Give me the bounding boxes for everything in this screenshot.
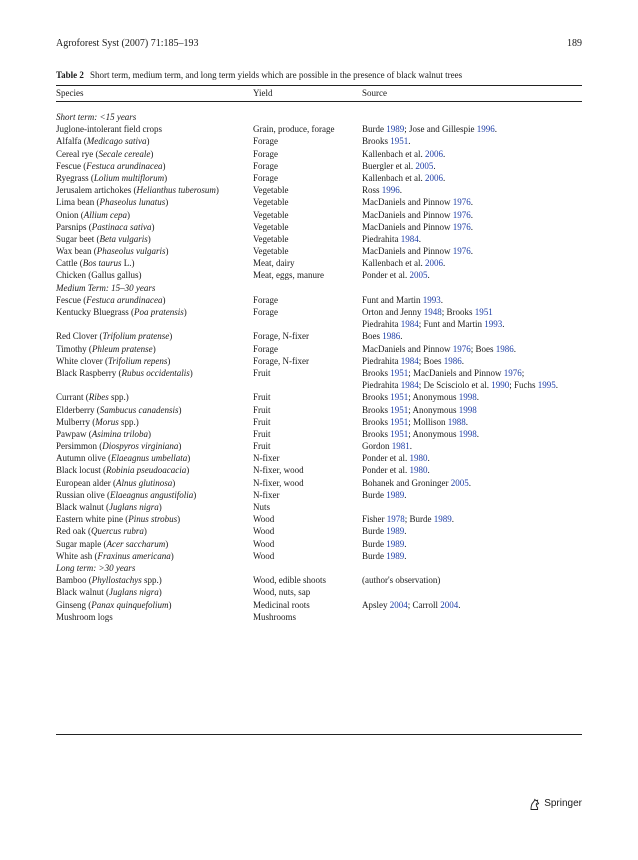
table-row — [56, 513, 582, 525]
source-cell: Bohanek and Groninger 2005. — [362, 477, 471, 488]
column-header-yield: Yield — [253, 88, 273, 98]
yield-cell: N-fixer — [253, 489, 280, 500]
source-cell: Funt and Martin 1993. — [362, 294, 443, 305]
source-cell: MacDaniels and Pinnow 1976. — [362, 209, 473, 220]
table-section-heading — [56, 282, 582, 294]
source-cell: Brooks 1951; Anonymous 1998 — [362, 404, 477, 415]
source-cell: Burde 1989. — [362, 538, 407, 549]
species-cell: Wax bean (Phaseolus vulgaris) — [56, 246, 169, 257]
journal-citation: Agroforest Syst (2007) 71:185–193 — [56, 38, 199, 49]
yield-cell: Fruit — [253, 441, 271, 452]
species-cell: Currant (Ribes spp.) — [56, 392, 129, 403]
species-cell: Parsnips (Pastinaca sativa) — [56, 221, 155, 232]
section-label: Short term: <15 years — [56, 112, 137, 122]
source-cell: Brooks 1951; Mollison 1988. — [362, 416, 469, 427]
species-cell: Mulberry (Morus spp.) — [56, 416, 139, 427]
yield-cell: N-fixer — [253, 453, 280, 464]
publisher-footer — [528, 796, 582, 812]
species-cell: Pawpaw (Asimina triloba) — [56, 428, 152, 439]
table-header-rule — [56, 101, 582, 102]
species-cell: Alfalfa (Medicago sativa) — [56, 136, 150, 147]
species-cell: Fescue (Festuca arundinacea) — [56, 294, 166, 305]
table-row — [56, 257, 582, 269]
yield-cell: Wood, nuts, sap — [253, 587, 311, 598]
species-cell: Mushroom logs — [56, 611, 113, 622]
yield-cell: Wood — [253, 526, 275, 537]
table-row — [56, 599, 582, 611]
table-row — [56, 464, 582, 476]
species-cell: Eastern white pine (Pinus strobus) — [56, 514, 181, 525]
yield-cell: Forage — [253, 148, 278, 159]
table-row — [56, 269, 582, 281]
yield-cell: Meat, eggs, manure — [253, 270, 324, 281]
table-row — [56, 221, 582, 233]
running-head — [56, 37, 582, 51]
table-body — [56, 111, 582, 623]
yield-cell: Forage — [253, 160, 278, 171]
table-row — [56, 379, 582, 391]
species-cell: Russian olive (Elaeagnus angustifolia) — [56, 489, 197, 500]
yield-cell: Forage — [253, 294, 278, 305]
springer-horse-icon — [528, 798, 541, 811]
species-cell: Cattle (Bos taurus L.) — [56, 258, 135, 269]
table-row — [56, 538, 582, 550]
yield-cell: Nuts — [253, 502, 271, 512]
table-label: Table 2 — [56, 70, 84, 80]
table-row — [56, 209, 582, 221]
source-cell: Kallenbach et al. 2006. — [362, 258, 446, 269]
yield-cell: Vegetable — [253, 185, 289, 196]
table-caption — [56, 69, 582, 81]
table-row — [56, 489, 582, 501]
table-bottom-rule — [56, 734, 582, 735]
table-caption-text: Short term, medium term, and long term yields which are possible in the presence of black walnut trees — [89, 70, 463, 80]
species-cell: European alder (Alnus glutinosa) — [56, 477, 176, 488]
table-row — [56, 416, 582, 428]
species-cell: Jerusalem artichokes (Helianthus tuberosum) — [56, 185, 219, 196]
species-cell: Cereal rye (Secale cereale) — [56, 148, 154, 159]
yield-cell: N-fixer, wood — [253, 477, 304, 488]
table-row — [56, 330, 582, 342]
table-row — [56, 123, 582, 135]
source-cell: Burde 1989. — [362, 526, 407, 537]
source-cell: Brooks 1951. — [362, 136, 411, 147]
source-cell: Fisher 1978; Burde 1989. — [362, 514, 454, 525]
species-cell: Bamboo (Phyllostachys spp.) — [56, 575, 162, 586]
yield-cell: Forage, N-fixer — [253, 355, 309, 366]
source-cell: Burde 1989; Jose and Gillespie 1996. — [362, 124, 497, 135]
species-cell: Elderberry (Sambucus canadensis) — [56, 404, 182, 415]
species-cell: Ryegrass (Lolium multiflorum) — [56, 172, 168, 183]
yield-cell: Vegetable — [253, 246, 289, 257]
species-cell: Onion (Allium cepa) — [56, 209, 130, 220]
source-cell: MacDaniels and Pinnow 1976; Boes 1986. — [362, 343, 516, 354]
species-cell: Black locust (Robinia pseudoacacia) — [56, 465, 190, 476]
species-cell: Black walnut (Juglans nigra) — [56, 502, 162, 512]
springer-brand: Springer — [544, 798, 582, 809]
species-cell: White ash (Fraxinus americana) — [56, 550, 174, 561]
table-row — [56, 367, 582, 379]
source-cell: Burde 1989. — [362, 550, 407, 561]
table-row — [56, 184, 582, 196]
yield-cell: Wood — [253, 514, 275, 525]
species-cell: Juglone-intolerant field crops — [56, 124, 162, 135]
column-header-species: Species — [56, 88, 84, 98]
yield-cell: Forage — [253, 343, 278, 354]
yield-cell: Grain, produce, forage — [253, 124, 335, 135]
table-row — [56, 428, 582, 440]
table-row — [56, 574, 582, 586]
species-cell: Black Raspberry (Rubus occidentalis) — [56, 367, 193, 378]
source-cell: Ponder et al. 1980. — [362, 465, 430, 476]
table-row — [56, 550, 582, 562]
table-row — [56, 440, 582, 452]
section-label: Medium Term: 15–30 years — [56, 282, 156, 293]
source-cell: Brooks 1951; Anonymous 1998. — [362, 392, 480, 403]
table-row — [56, 452, 582, 464]
source-cell: Piedrahita 1984; Boes 1986. — [362, 355, 465, 366]
table-row — [56, 233, 582, 245]
yield-cell: Fruit — [253, 367, 271, 378]
table-row — [56, 391, 582, 403]
source-cell: Apsley 2004; Carroll 2004. — [362, 599, 461, 610]
yield-cell: Forage — [253, 172, 278, 183]
yield-cell: Wood — [253, 550, 275, 561]
table-row — [56, 525, 582, 537]
source-cell: Kallenbach et al. 2006. — [362, 148, 446, 159]
yield-cell: Fruit — [253, 416, 271, 427]
yield-cell: Forage — [253, 136, 278, 147]
yield-cell: Wood, edible shoots — [253, 575, 327, 586]
species-cell: Red oak (Quercus rubra) — [56, 526, 147, 537]
yield-cell: N-fixer, wood — [253, 465, 304, 476]
source-cell: Ponder et al. 1980. — [362, 453, 430, 464]
source-cell: Piedrahita 1984; Funt and Martin 1993. — [362, 319, 505, 330]
table-row — [56, 501, 582, 513]
table-row — [56, 611, 582, 623]
yield-cell: Forage — [253, 307, 278, 317]
species-cell: Persimmon (Diospyros virginiana) — [56, 441, 182, 452]
table-header-row — [56, 87, 582, 100]
source-cell: Brooks 1951; MacDaniels and Pinnow 1976; — [362, 367, 525, 378]
source-cell: Burde 1989. — [362, 489, 407, 500]
yield-cell: Vegetable — [253, 197, 289, 208]
source-cell: Kallenbach et al. 2006. — [362, 172, 446, 183]
species-cell: Sugar maple (Acer saccharum) — [56, 538, 169, 549]
species-cell: Red Clover (Trifolium pratense) — [56, 331, 173, 342]
table-row — [56, 172, 582, 184]
table-row — [56, 294, 582, 306]
table-row — [56, 343, 582, 355]
source-cell: Brooks 1951; Anonymous 1998. — [362, 428, 480, 439]
yield-cell: Fruit — [253, 392, 271, 403]
table-row — [56, 245, 582, 257]
table-row — [56, 196, 582, 208]
yield-cell: Medicinal roots — [253, 599, 310, 610]
yield-cell: Meat, dairy — [253, 258, 295, 269]
section-label: Long term: >30 years — [56, 562, 136, 573]
source-cell: Orton and Jenny 1948; Brooks 1951 — [362, 307, 493, 317]
table-row — [56, 586, 582, 598]
yield-cell: Fruit — [253, 404, 271, 415]
source-cell: Buergler et al. 2005. — [362, 160, 436, 171]
yield-cell: Wood — [253, 538, 275, 549]
source-cell: MacDaniels and Pinnow 1976. — [362, 221, 473, 232]
table-row — [56, 355, 582, 367]
table-section-heading — [56, 562, 582, 574]
species-cell: Autumn olive (Elaeagnus umbellata) — [56, 453, 191, 464]
column-header-source: Source — [362, 88, 387, 98]
table-row — [56, 318, 582, 330]
yield-cell: Forage, N-fixer — [253, 331, 309, 342]
table-row — [56, 477, 582, 489]
source-cell: MacDaniels and Pinnow 1976. — [362, 197, 473, 208]
yield-cell: Vegetable — [253, 233, 289, 244]
species-cell: Chicken (Gallus gallus) — [56, 270, 142, 281]
source-cell: MacDaniels and Pinnow 1976. — [362, 246, 473, 257]
table-top-rule — [56, 85, 582, 86]
species-cell: Sugar beet (Beta vulgaris) — [56, 233, 151, 244]
table-row — [56, 160, 582, 172]
source-cell: Boes 1986. — [362, 331, 403, 342]
source-cell: Ponder et al. 2005. — [362, 270, 430, 281]
table-row — [56, 135, 582, 147]
table-row — [56, 148, 582, 160]
source-cell: Piedrahita 1984. — [362, 233, 421, 244]
yield-cell: Fruit — [253, 428, 271, 439]
species-cell: Ginseng (Panax quinquefolium) — [56, 599, 172, 610]
species-cell: Fescue (Festuca arundinacea) — [56, 160, 166, 171]
table-section-heading — [56, 111, 582, 123]
source-cell: Piedrahita 1984; De Scisciolo et al. 1990; Fuchs 1995. — [362, 380, 558, 391]
yield-cell: Vegetable — [253, 221, 289, 232]
source-cell: Ross 1996. — [362, 185, 403, 196]
species-cell: Black walnut (Juglans nigra) — [56, 587, 162, 598]
species-cell: Lima bean (Phaseolus lunatus) — [56, 197, 169, 208]
page-number: 189 — [567, 38, 582, 49]
table-row — [56, 404, 582, 416]
yield-cell: Vegetable — [253, 209, 289, 220]
species-cell: White clover (Trifolium repens) — [56, 355, 171, 366]
yield-cell: Mushrooms — [253, 611, 297, 622]
source-cell: (author's observation) — [362, 575, 441, 586]
species-cell: Timothy (Phleum pratense) — [56, 343, 156, 354]
species-cell: Kentucky Bluegrass (Poa pratensis) — [56, 307, 187, 317]
source-cell: Gordon 1981. — [362, 441, 412, 452]
table-row — [56, 306, 582, 318]
